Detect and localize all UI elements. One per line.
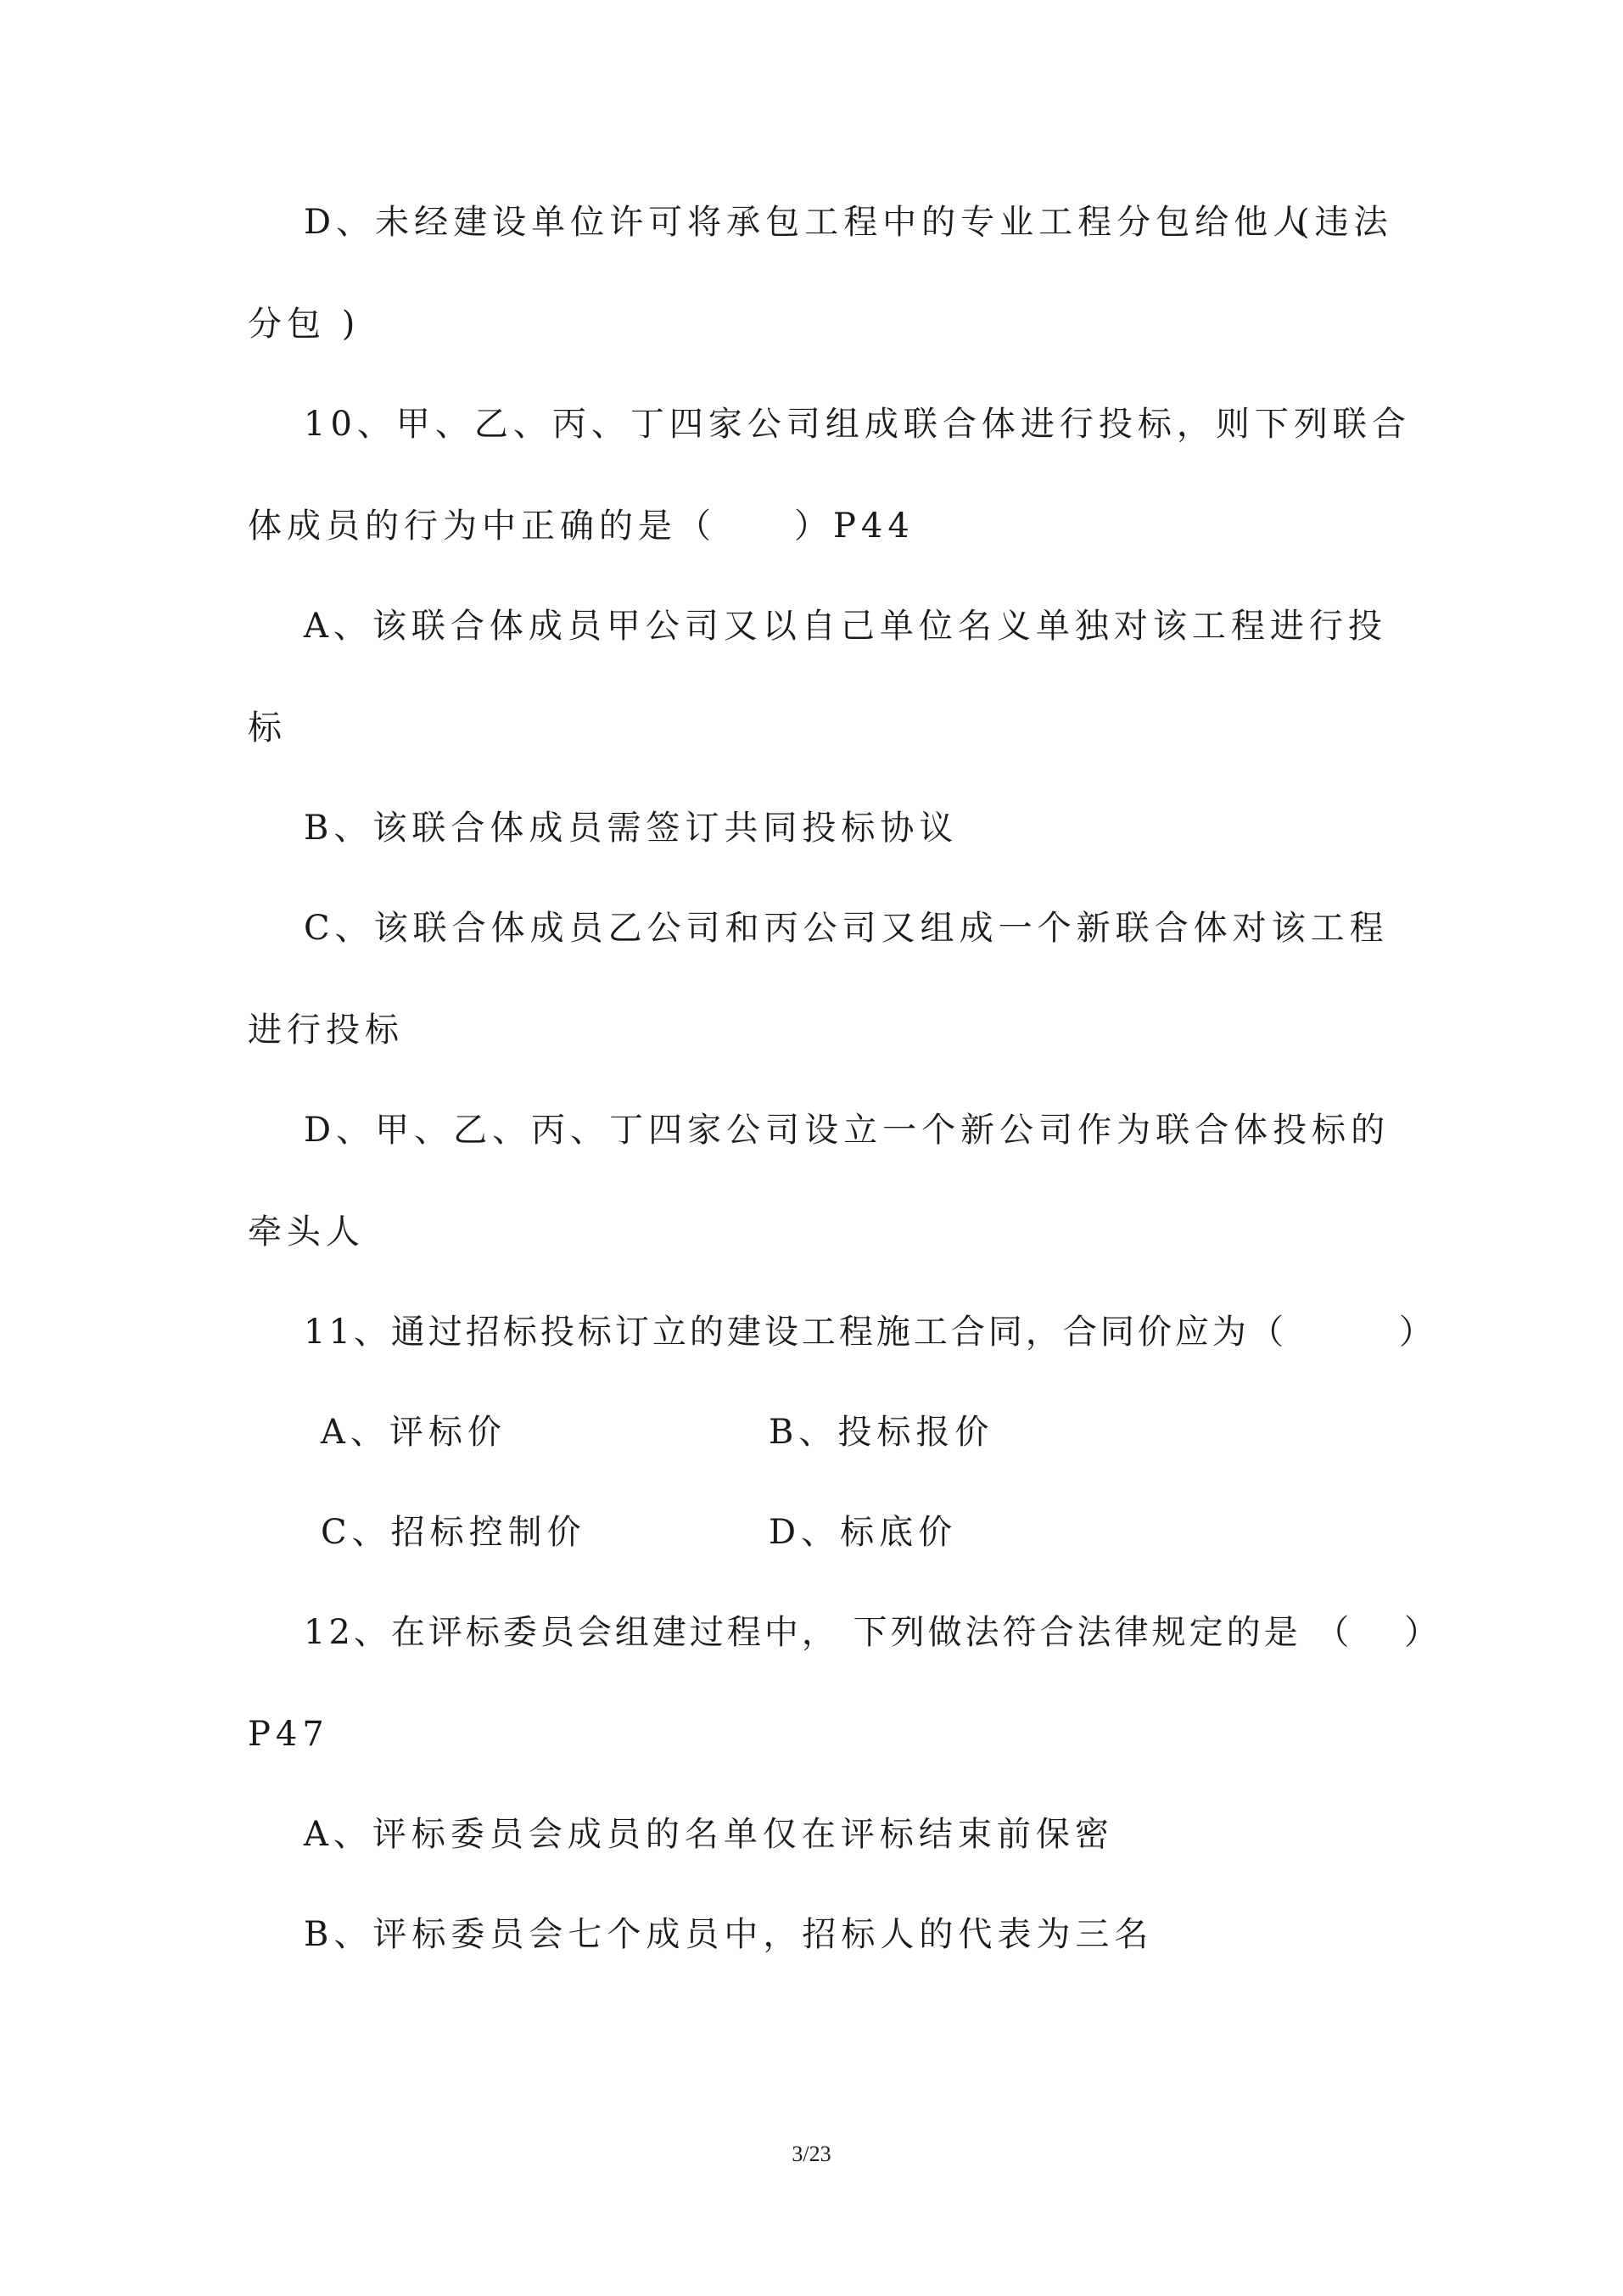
q9-option-d-note: (违法	[1296, 203, 1393, 242]
q10-option-d-line-2: 牵头人	[248, 1212, 365, 1252]
q11-option-a: A、评标价	[321, 1413, 506, 1452]
question-11-line-1: 11、通过招标投标订立的建设工程施工合同，合同价应为（ ）	[304, 1313, 1436, 1352]
question-10-line-1: 10、甲、乙、丙、丁四家公司组成联合体进行投标，则下列联合	[304, 405, 1411, 444]
q10-option-d-line-1: D、甲、乙、丙、丁四家公司设立一个新公司作为联合体投标的	[304, 1111, 1391, 1150]
q10-option-c-line-2: 进行投标	[248, 1011, 404, 1050]
page-number: 3/23	[792, 2142, 831, 2166]
q10-option-a-line-1: A、该联合体成员甲公司又以自己单位名义单独对该工程进行投	[304, 607, 1387, 646]
question-12-line-2: P47	[248, 1715, 329, 1754]
q10-option-b: B、该联合体成员需签订共同投标协议	[304, 809, 959, 848]
q10-option-c-line-1: C、该联合体成员乙公司和丙公司又组成一个新联合体对该工程	[304, 909, 1389, 948]
q9-option-d-line-2: 分包 )	[248, 305, 361, 344]
q11-option-d: D、标底价	[769, 1513, 958, 1552]
q9-option-d-line-1: D、未经建设单位许可将承包工程中的专业工程分包给他人	[304, 203, 1312, 242]
q12-option-a: A、评标委员会成员的名单仅在评标结束前保密	[304, 1815, 1114, 1854]
q11-option-b: B、投标报价	[769, 1413, 994, 1452]
q10-option-a-line-2: 标	[248, 708, 287, 748]
q11-option-c: C、招标控制价	[321, 1513, 586, 1552]
question-10-line-2: 体成员的行为中正确的是（ ）P44	[248, 507, 915, 546]
q12-option-b: B、评标委员会七个成员中，招标人的代表为三名	[304, 1915, 1154, 1954]
question-12-line-1: 12、在评标委员会组建过程中， 下列做法符合法律规定的是 （ ）	[304, 1613, 1442, 1652]
